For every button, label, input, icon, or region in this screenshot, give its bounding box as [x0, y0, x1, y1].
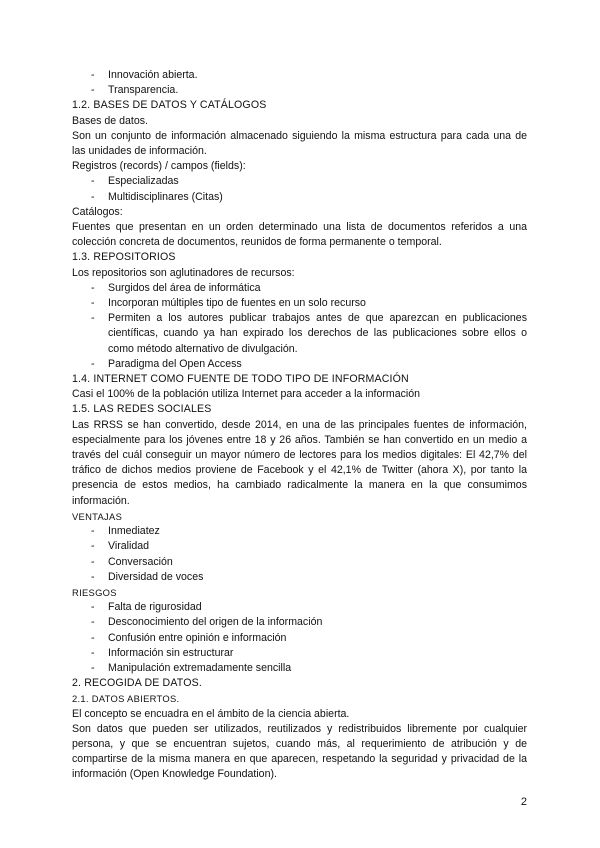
- paragraph: Las RRSS se han convertido, desde 2014, en una de las principales fuentes de información, especialmente para los jóvenes entre 18 y 26 años. También se han convertido en un medio a través del cuál conseguir un mayor número de lectores para los medios digitales: El 42,7% del tráfico de dichos medios proviene de Facebook y el 42,1% de Twitter (ahora X), por tanto la presencia de estos medios, ha cambiado radicalmente la manera en la que consumimos información.: [72, 418, 527, 507]
- paragraph: Los repositorios son aglutinadores de recursos:: [72, 266, 295, 279]
- bullet-list-top: [72, 68, 527, 98]
- paragraph: El concepto se encuadra en el ámbito de la ciencia abierta.: [72, 707, 350, 720]
- list-item: - Manipulación extremadamente sencilla: [72, 661, 527, 676]
- paragraph: Son un conjunto de información almacenado siguiendo la misma estructura para cada una de las unidades de información.: [72, 129, 527, 158]
- list-item: - Desconocimiento del origen de la información: [72, 615, 527, 630]
- paragraph: Catálogos:: [72, 205, 123, 218]
- subsection-heading-2-1: 2.1. DATOS ABIERTOS.: [72, 693, 180, 705]
- paragraph: Son datos que pueden ser utilizados, reutilizados y redistribuidos libremente por cualquier persona, y que se encuentran sujetos, cuando más, al requerimiento de atribución y de compartirse de la misma manera en que aparecen, respetando la seguridad y privacidad de la información (Open Knowledge Foundation).: [72, 722, 527, 781]
- section-heading-1-5: 1.5. LAS REDES SOCIALES: [72, 403, 212, 416]
- paragraph: Casi el 100% de la población utiliza Internet para acceder a la información: [72, 388, 421, 401]
- paragraph: Registros (records) / campos (fields):: [72, 160, 246, 173]
- list-item: - Confusión entre opinión e información: [72, 631, 527, 646]
- section-heading-1-2: 1.2. BASES DE DATOS Y CATÁLOGOS: [72, 99, 267, 112]
- list-item: - Viralidad: [72, 539, 527, 554]
- list-item: - Inmediatez: [72, 524, 527, 539]
- list-item: - Multidisciplinares (Citas): [72, 190, 527, 205]
- section-heading-1-4: 1.4. INTERNET COMO FUENTE DE TODO TIPO DE INFORMACIÓN: [72, 373, 409, 386]
- list-item: - Transparencia.: [72, 83, 527, 98]
- section-heading-2: 2. RECOGIDA DE DATOS.: [72, 677, 202, 690]
- ventajas-label: VENTAJAS: [72, 510, 123, 522]
- bullet-list-repositories: [72, 281, 527, 372]
- bullet-list-riesgos: [72, 600, 527, 676]
- paragraph: Fuentes que presentan en un orden determinado una lista de documentos referidos a una colección concreta de documentos, reunidos de forma permanente o temporal.: [72, 221, 527, 249]
- section-heading-1-3: 1.3. REPOSITORIOS: [72, 251, 176, 264]
- list-item: - Incorporan múltiples tipo de fuentes en un solo recurso: [72, 296, 527, 311]
- riesgos-label: RIESGOS: [72, 586, 117, 598]
- bullet-list-databases: [72, 174, 527, 204]
- list-item: - Diversidad de voces: [72, 570, 527, 585]
- list-item: - Especializadas: [72, 174, 527, 189]
- page-number: 2: [520, 796, 527, 808]
- list-item: - Surgidos del área de informática: [72, 281, 527, 296]
- list-item: - Falta de rigurosidad: [72, 600, 527, 615]
- list-item: - Información sin estructurar: [72, 646, 527, 661]
- bullet-list-ventajas: [72, 524, 527, 585]
- list-item: - Innovación abierta.: [72, 68, 527, 83]
- list-item: - Conversación: [72, 555, 527, 570]
- page-content: [72, 68, 527, 783]
- list-item: - Paradigma del Open Access: [72, 357, 527, 372]
- list-item: - Permiten a los autores publicar trabajos antes de que aparezcan en publicaciones científicas, cuando ya han expirado los derechos de las publicaciones sobre ellos o como método alternativo de divulgación.: [72, 311, 527, 357]
- paragraph: Bases de datos.: [72, 114, 148, 127]
